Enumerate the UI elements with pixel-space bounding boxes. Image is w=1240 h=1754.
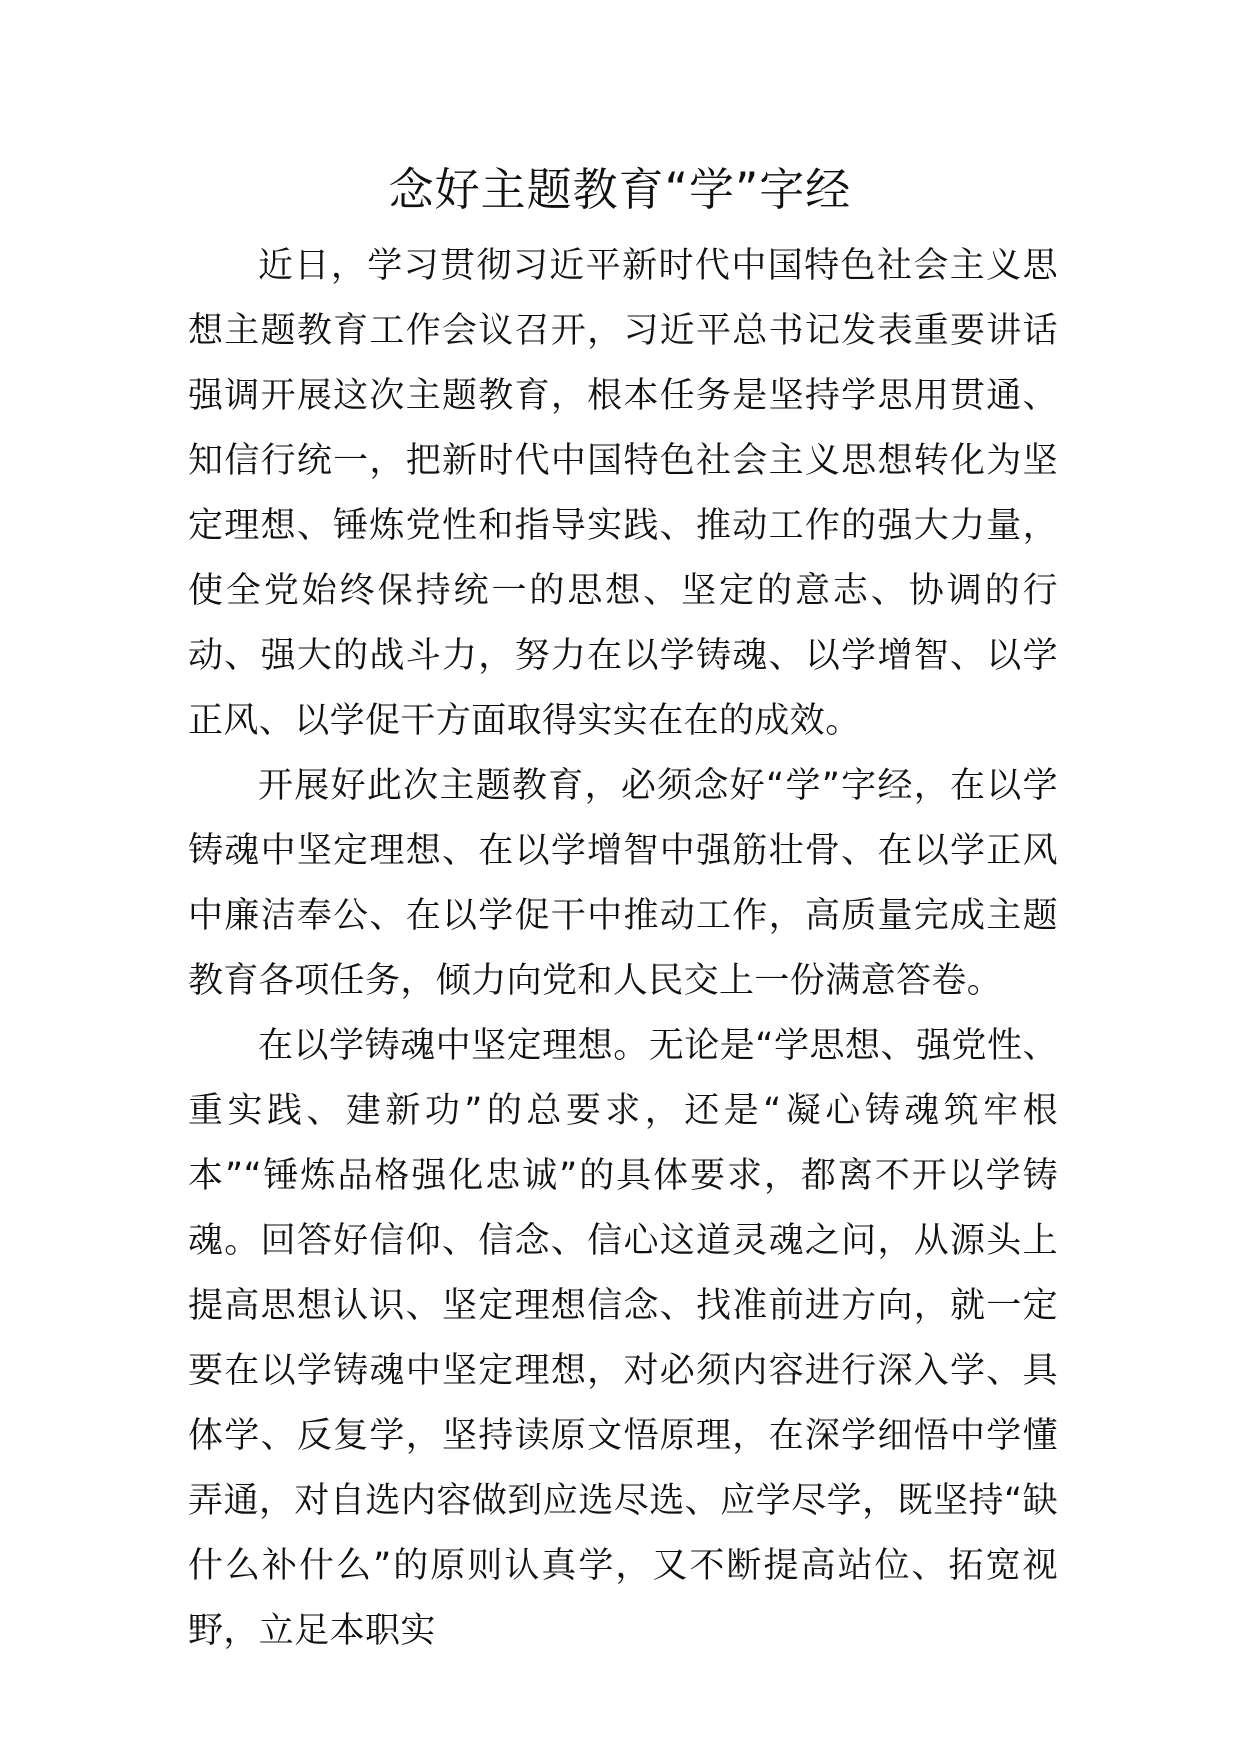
document-title: 念好主题教育“学”字经 <box>388 163 852 216</box>
document-body <box>188 234 1058 1664</box>
paragraph-3: 在以学铸魂中坚定理想。无论是“学思想、强党性、重实践、建新功”的总要求，还是“凝心铸魂筑牢根本”“锤炼品格强化忠诚”的具体要求，都离不开以学铸魂。回答好信仰、信念、信心这道灵魂之问，从源头上提高思想认识、坚定理想信念、找准前进方向，就一定要在以学铸魂中坚定理想，对必须内容进行深入学、具体学、反复学，坚持读原文悟原理，在深学细悟中学懂弄通，对自选内容做到应选尽选、应学尽学，既坚持“缺什么补什么”的原则认真学，又不断提高站位、拓宽视野，立足本职实 <box>188 1026 1058 1651</box>
paragraph-2: 开展好此次主题教育，必须念好“学”字经，在以学铸魂中坚定理想、在以学增智中强筋壮骨、在以学正风中廉洁奉公、在以学促干中推动工作，高质量完成主题教育各项任务，倾力向党和人民交上一份满意答卷。 <box>188 766 1058 1001</box>
paragraph-1: 近日，学习贯彻习近平新时代中国特色社会主义思想主题教育工作会议召开，习近平总书记发表重要讲话强调开展这次主题教育，根本任务是坚持学思用贯通、知信行统一，把新时代中国特色社会主义思想转化为坚定理想、锤炼党性和指导实践、推动工作的强大力量，使全党始终保持统一的思想、坚定的意志、协调的行动、强大的战斗力，努力在以学铸魂、以学增智、以学正风、以学促干方面取得实实在在的成效。 <box>188 246 1058 741</box>
